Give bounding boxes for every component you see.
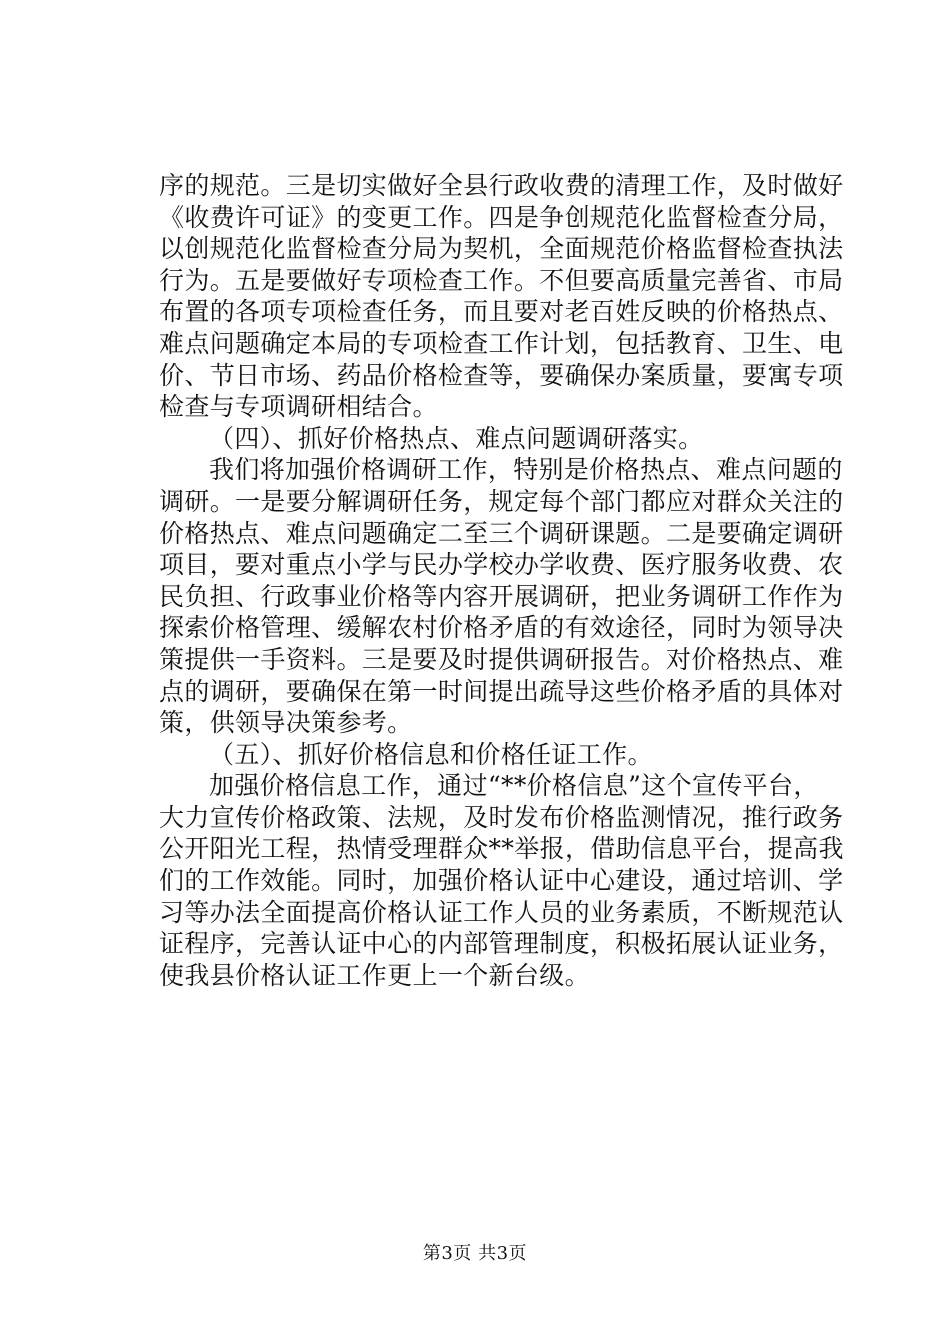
document-body bbox=[159, 170, 844, 991]
text-line: 以创规范化监督检查分局为契机，全面规范价格监督检查执法 bbox=[159, 234, 844, 264]
text-line: 《收费许可证》的变更工作。四是争创规范化监督检查分局， bbox=[159, 202, 844, 232]
text-line: 策提供一手资料。三是要及时提供调研报告。对价格热点、难 bbox=[159, 644, 844, 674]
text-line: 探索价格管理、缓解农村价格矛盾的有效途径，同时为领导决 bbox=[159, 613, 844, 643]
text-line: 民负担、行政事业价格等内容开展调研，把业务调研工作作为 bbox=[159, 581, 844, 611]
text-line: 加强价格信息工作，通过“**价格信息”这个宣传平台， bbox=[209, 771, 819, 801]
text-line: 大力宣传价格政策、法规，及时发布价格监测情况，推行政务 bbox=[159, 802, 844, 832]
text-line: 我们将加强价格调研工作，特别是价格热点、难点问题的 bbox=[209, 455, 843, 485]
page-number-footer: 第3页 共3页 bbox=[422, 1243, 528, 1264]
text-line: 价格热点、难点问题确定二至三个调研课题。二是要确定调研 bbox=[159, 518, 844, 548]
text-line: 检查与专项调研相结合。 bbox=[159, 392, 438, 422]
text-line: 点的调研，要确保在第一时间提出疏导这些价格矛盾的具体对 bbox=[159, 676, 844, 706]
text-line: 项目，要对重点小学与民办学校办学收费、医疗服务收费、农 bbox=[159, 550, 844, 580]
text-line: 价、节日市场、药品价格检查等，要确保办案质量，要寓专项 bbox=[159, 360, 844, 390]
text-line: 难点问题确定本局的专项检查工作计划，包括教育、卫生、电 bbox=[159, 328, 844, 358]
text-line: 习等办法全面提高价格认证工作人员的业务素质，不断规范认 bbox=[159, 897, 844, 927]
section-heading-5: （五）、抓好价格信息和价格任证工作。 bbox=[209, 739, 653, 769]
text-line: 布置的各项专项检查任务，而且要对老百姓反映的价格热点、 bbox=[159, 297, 844, 327]
text-line: 使我县价格认证工作更上一个新台级。 bbox=[159, 960, 590, 990]
text-line: 公开阳光工程，热情受理群众**举报，借助信息平台，提高我 bbox=[159, 834, 844, 864]
text-line: 序的规范。三是切实做好全县行政收费的清理工作，及时做好 bbox=[159, 171, 844, 200]
text-line: 们的工作效能。同时，加强价格认证中心建设，通过培训、学 bbox=[159, 866, 844, 896]
text-line: 策，供领导决策参考。 bbox=[159, 708, 413, 738]
section-heading-4: （四）、抓好价格热点、难点问题调研落实。 bbox=[209, 423, 704, 453]
text-line: 行为。五是要做好专项检查工作。不但要高质量完善省、市局 bbox=[159, 265, 844, 295]
text-line: 证程序，完善认证中心的内部管理制度，积极拓展认证业务， bbox=[159, 929, 844, 959]
text-line: 调研。一是要分解调研任务，规定每个部门都应对群众关注的 bbox=[159, 486, 844, 516]
